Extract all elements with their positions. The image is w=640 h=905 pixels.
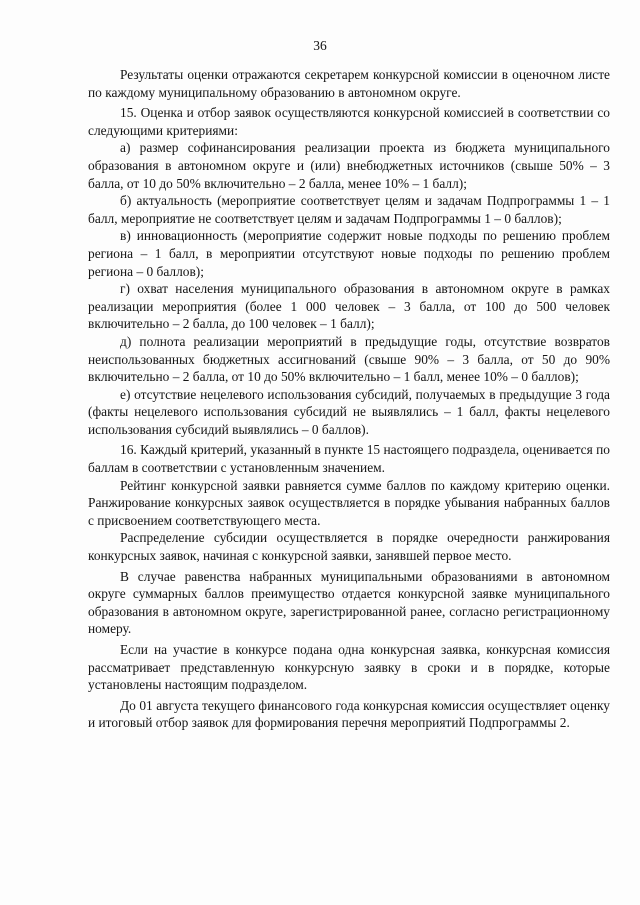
paragraph-clause-15: 15. Оценка и отбор заявок осуществляются конкурсной комиссией в соответствии со следующими критериями: [88, 105, 610, 138]
criterion-a-cofinancing: а) размер софинансирования реализации проекта из бюджета муниципального образования в автономном округе и (или) внебюджетных источников (свыше 50% – 3 балла, от 10 до 50% включительно – 2 балла, менее 10% – 1 балл); [88, 140, 610, 191]
paragraph-evaluation-results: Результаты оценки отражаются секретарем конкурсной комиссии в оценочном листе по каждому муниципальному образованию в автономном округе. [88, 67, 610, 100]
paragraph-tie-break: В случае равенства набранных муниципальными образованиями в автономном округе суммарных баллов преимущество отдается конкурсной заявке муниципального образования в автономном округе, зарегистрированной ранее, согласно регистрационному номеру. [88, 568, 610, 637]
paragraph-single-application: Если на участие в конкурсе подана одна конкурсная заявка, конкурсная комиссия рассматривает представленную конкурсную заявку в сроки и в порядке, которые установлены настоящим подразделом. [88, 642, 610, 693]
paragraph-distribution: Распределение субсидии осуществляется в порядке очередности ранжирования конкурсных заявок, начиная с конкурсной заявки, занявшей первое место. [88, 530, 610, 564]
document-body [88, 66, 610, 732]
criterion-f-misuse: е) отсутствие нецелевого использования субсидий, получаемых в предыдущие 3 года (факты нецелевого использования субсидий не выявлялись – 1 балл, факты нецелевого использования субсидий выявлялись – 0 баллов). [88, 386, 610, 437]
criterion-e-completeness: д) полнота реализации мероприятий в предыдущие годы, отсутствие возвратов неиспользованных бюджетных ассигнований (свыше 90% – 3 балла, от 50 до 90% включительно – 2 балла, от 10 до 50% включительно – 1 балл, менее 10% – 0 баллов); [88, 333, 610, 385]
paragraph-deadline: До 01 августа текущего финансового года конкурсная комиссия осуществляет оценку и итоговый отбор заявок для формирования перечня мероприятий Подпрограммы 2. [88, 697, 610, 731]
criterion-c-innovation: в) инновационность (мероприятие содержит новые подходы по решению проблем региона – 1 балл, в мероприятии отсутствуют новые подходы по решению проблем региона – 0 баллов); [88, 228, 610, 279]
page-number: 36 [313, 38, 327, 53]
paragraph-clause-16: 16. Каждый критерий, указанный в пункте 15 настоящего подраздела, оценивается по баллам в соответствии с установленным значением. [88, 442, 610, 476]
paragraph-rating: Рейтинг конкурсной заявки равняется сумме баллов по каждому критерию оценки. Ранжирование конкурсных заявок осуществляется в порядке убывания набранных баллов с присвоением соответствующего места. [88, 477, 610, 528]
criterion-d-coverage: г) охват населения муниципального образования в автономном округе в рамках реализации мероприятия (более 1 000 человек – 3 балла, от 100 до 500 человек включительно – 2 балла, до 100 человек – 1 балл); [88, 281, 610, 332]
criterion-b-relevance: б) актуальность (мероприятие соответствует целям и задачам Подпрограммы 1 – 1 балл, мероприятие не соответствует целям и задачам Подпрограммы 1 – 0 баллов); [88, 193, 610, 226]
